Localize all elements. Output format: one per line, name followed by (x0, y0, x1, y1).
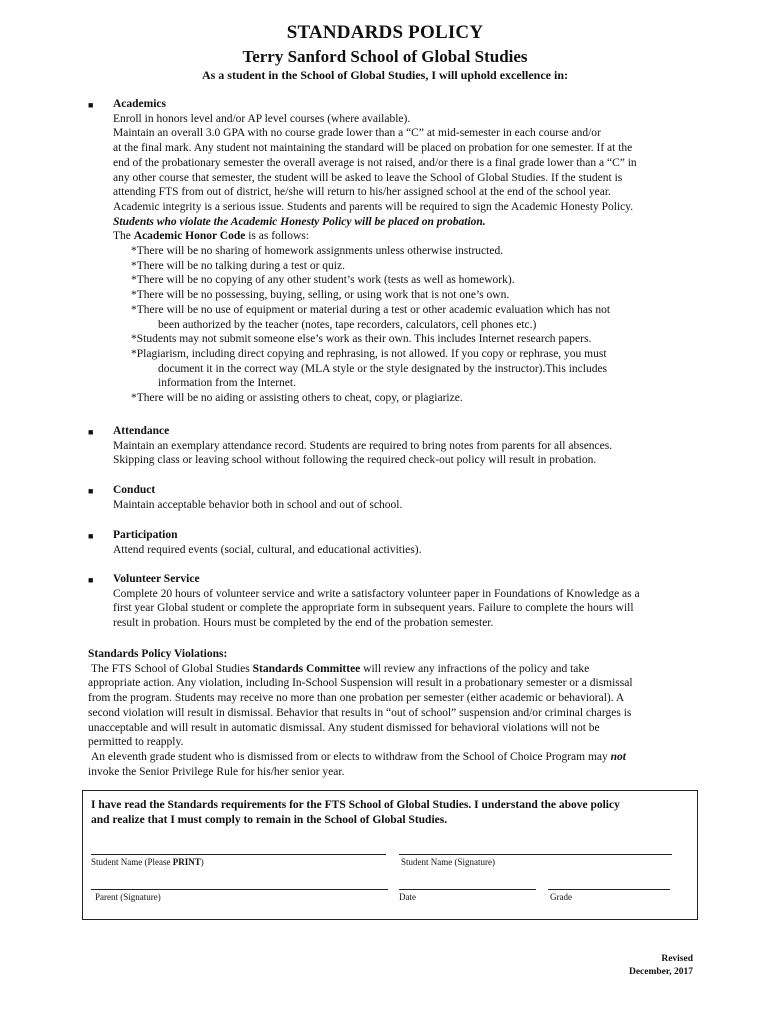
student-print-text: Student Name (Please (91, 857, 173, 867)
bullet-icon: ■ (88, 486, 94, 496)
bullet-icon: ■ (88, 575, 94, 585)
honor-code-prefix: The (113, 230, 134, 243)
revised-label: Revised (661, 954, 693, 964)
student-signature-field[interactable] (399, 854, 672, 855)
violations-line: unacceptable and will result in automatic dismissal. Any student dismissed for behavioral violations will not be (88, 721, 600, 734)
intro-statement: As a student in the School of Global Studies, I will uphold excellence in: (201, 68, 569, 82)
honor-code-rule: *There will be no use of equipment or material during a test or other academic evaluation which has not (131, 303, 611, 316)
signature-box (82, 790, 698, 920)
honor-code-rule: *There will be no aiding or assisting others to cheat, copy, or plagiarize. (131, 392, 463, 405)
honor-code-rule: *There will be no sharing of homework assignments unless otherwise instructed. (131, 245, 504, 258)
honor-code-rule: document it in the correct way (MLA style or the style designated by the instructor).This includes (158, 362, 608, 375)
academics-line: Academic integrity is a serious issue. Students and parents will be required to sign the Academic Honesty Policy. (113, 200, 634, 213)
violations-line: appropriate action. Any violation, including In-School Suspension will result in a probationary semester or a dismissal (88, 677, 633, 690)
revision-note (629, 953, 693, 979)
honor-code-rule: *There will be no possessing, buying, selling, or using work that is not one’s own. (131, 289, 510, 302)
academics-line: any other course that semester, the student will be asked to leave the School of Global Studies. If the student is (113, 171, 623, 184)
honor-code-rule: *There will be no talking during a test or quiz. (131, 259, 345, 272)
honor-code-name: Academic Honor Code (133, 230, 246, 243)
honor-code-intro (113, 229, 691, 244)
section-attendance (0, 424, 770, 468)
acknowledgement (91, 798, 691, 828)
student-signature-label: Student Name (Signature) (401, 857, 495, 867)
parent-signature-field[interactable] (91, 889, 388, 890)
section-academics (0, 97, 770, 406)
violations-line: second violation will result in dismissal. Behavior that results in “out of school” suspension and/or criminal charges is (88, 706, 632, 719)
acknowledgement-line: I have read the Standards requirements for the FTS School of Global Studies. I understand the above policy (91, 799, 620, 811)
section-participation (0, 528, 770, 557)
honor-code-suffix: is as follows: (245, 230, 309, 243)
volunteer-line: result in probation. Hours must be completed by the end of the probation semester. (113, 617, 494, 630)
honor-code-rule: *Students may not submit someone else’s work as their own. This includes Internet research papers. (131, 333, 592, 346)
honor-code-rule: been authorized by the teacher (notes, tape recorders, calculators, cell phones etc.) (158, 318, 537, 331)
academics-line: attending FTS from out of district, he/she will return to his/her assigned school at the end of the school year. (113, 186, 611, 199)
violations-line: from the program. Students may receive no more than one probation per semester (either academic or behavioral). A (88, 692, 625, 705)
eleventh-grade-text: An eleventh grade student who is dismissed from or elects to withdraw from the School of Choice Program may (91, 750, 611, 763)
section-volunteer-service (0, 572, 770, 631)
standards-committee: Standards Committee (252, 662, 361, 675)
bullet-icon: ■ (88, 100, 94, 110)
student-print-text: ) (200, 857, 204, 867)
violations-text: will review any infractions of the policy and take (360, 662, 590, 675)
section-title-participation: Participation (113, 529, 178, 541)
school-name: Terry Sanford School of Global Studies (242, 47, 528, 66)
violations-text: The FTS School of Global Studies (91, 662, 253, 675)
revised-date: December, 2017 (628, 967, 693, 977)
section-violations (88, 647, 698, 779)
violations-line: permitted to reapply. (88, 736, 184, 749)
honor-code-rule: information from the Internet. (158, 377, 296, 390)
academics-line: Maintain an overall 3.0 GPA with no course grade lower than a “C” at mid-semester in each course and/or (113, 127, 601, 140)
student-print-label (91, 857, 204, 867)
honor-code-rule: *There will be no copying of any other student’s work (tests as well as homework). (131, 274, 515, 287)
page-title: STANDARDS POLICY (286, 22, 484, 43)
eleventh-grade-line: invoke the Senior Privilege Rule for his/her senior year. (88, 765, 345, 778)
section-conduct (0, 483, 770, 512)
emphasis-not: not (610, 750, 626, 763)
date-label: Date (399, 892, 416, 902)
section-title-volunteer: Volunteer Service (113, 573, 200, 585)
date-field[interactable] (399, 889, 536, 890)
print-emphasis: PRINT (172, 857, 201, 867)
student-print-field[interactable] (91, 854, 386, 855)
attendance-line: Skipping class or leaving school without following the required check-out policy will result in probation. (113, 454, 597, 467)
eleventh-grade-paragraph (88, 750, 698, 765)
violations-heading: Standards Policy Violations: (88, 648, 228, 660)
bullet-icon: ■ (88, 531, 94, 541)
violations-paragraph-start (88, 662, 698, 677)
volunteer-line: Complete 20 hours of volunteer service and write a satisfactory volunteer paper in Foundations of Knowledge as a (113, 587, 640, 600)
grade-label: Grade (550, 892, 572, 902)
section-title-attendance: Attendance (113, 425, 170, 437)
honor-code-list (113, 244, 691, 406)
academics-text (113, 112, 691, 215)
bullet-icon: ■ (88, 427, 94, 437)
attendance-line: Maintain an exemplary attendance record. Students are required to bring notes from parents for all absences. (113, 439, 613, 452)
academics-line: Enroll in honors level and/or AP level courses (where available). (113, 112, 411, 125)
section-title-academics: Academics (113, 98, 167, 110)
academics-line: at the final mark. Any student not maintaining the standard will be placed on probation for one semester. If at the (113, 142, 633, 155)
grade-field[interactable] (548, 889, 670, 890)
acknowledgement-line: and realize that I must comply to remain in the School of Global Studies. (91, 814, 448, 826)
probation-notice: Students who violate the Academic Honesty Policy will be placed on probation. (113, 215, 486, 228)
conduct-line: Maintain acceptable behavior both in school and out of school. (113, 498, 403, 511)
honor-code-rule: *Plagiarism, including direct copying and rephrasing, is not allowed. If you copy or rephrase, you must (131, 347, 607, 360)
academics-line: end of the probationary semester the overall average is not raised, and/or there is a final grade lower than a “C” in (113, 156, 637, 169)
participation-line: Attend required events (social, cultural, and educational activities). (113, 543, 422, 556)
volunteer-line: first year Global student or complete the appropriate form in subsequent years. Failure to complete the hours will (113, 602, 634, 615)
parent-signature-label: Parent (Signature) (95, 892, 161, 902)
violations-text-lines (88, 676, 698, 750)
section-title-conduct: Conduct (113, 484, 156, 496)
